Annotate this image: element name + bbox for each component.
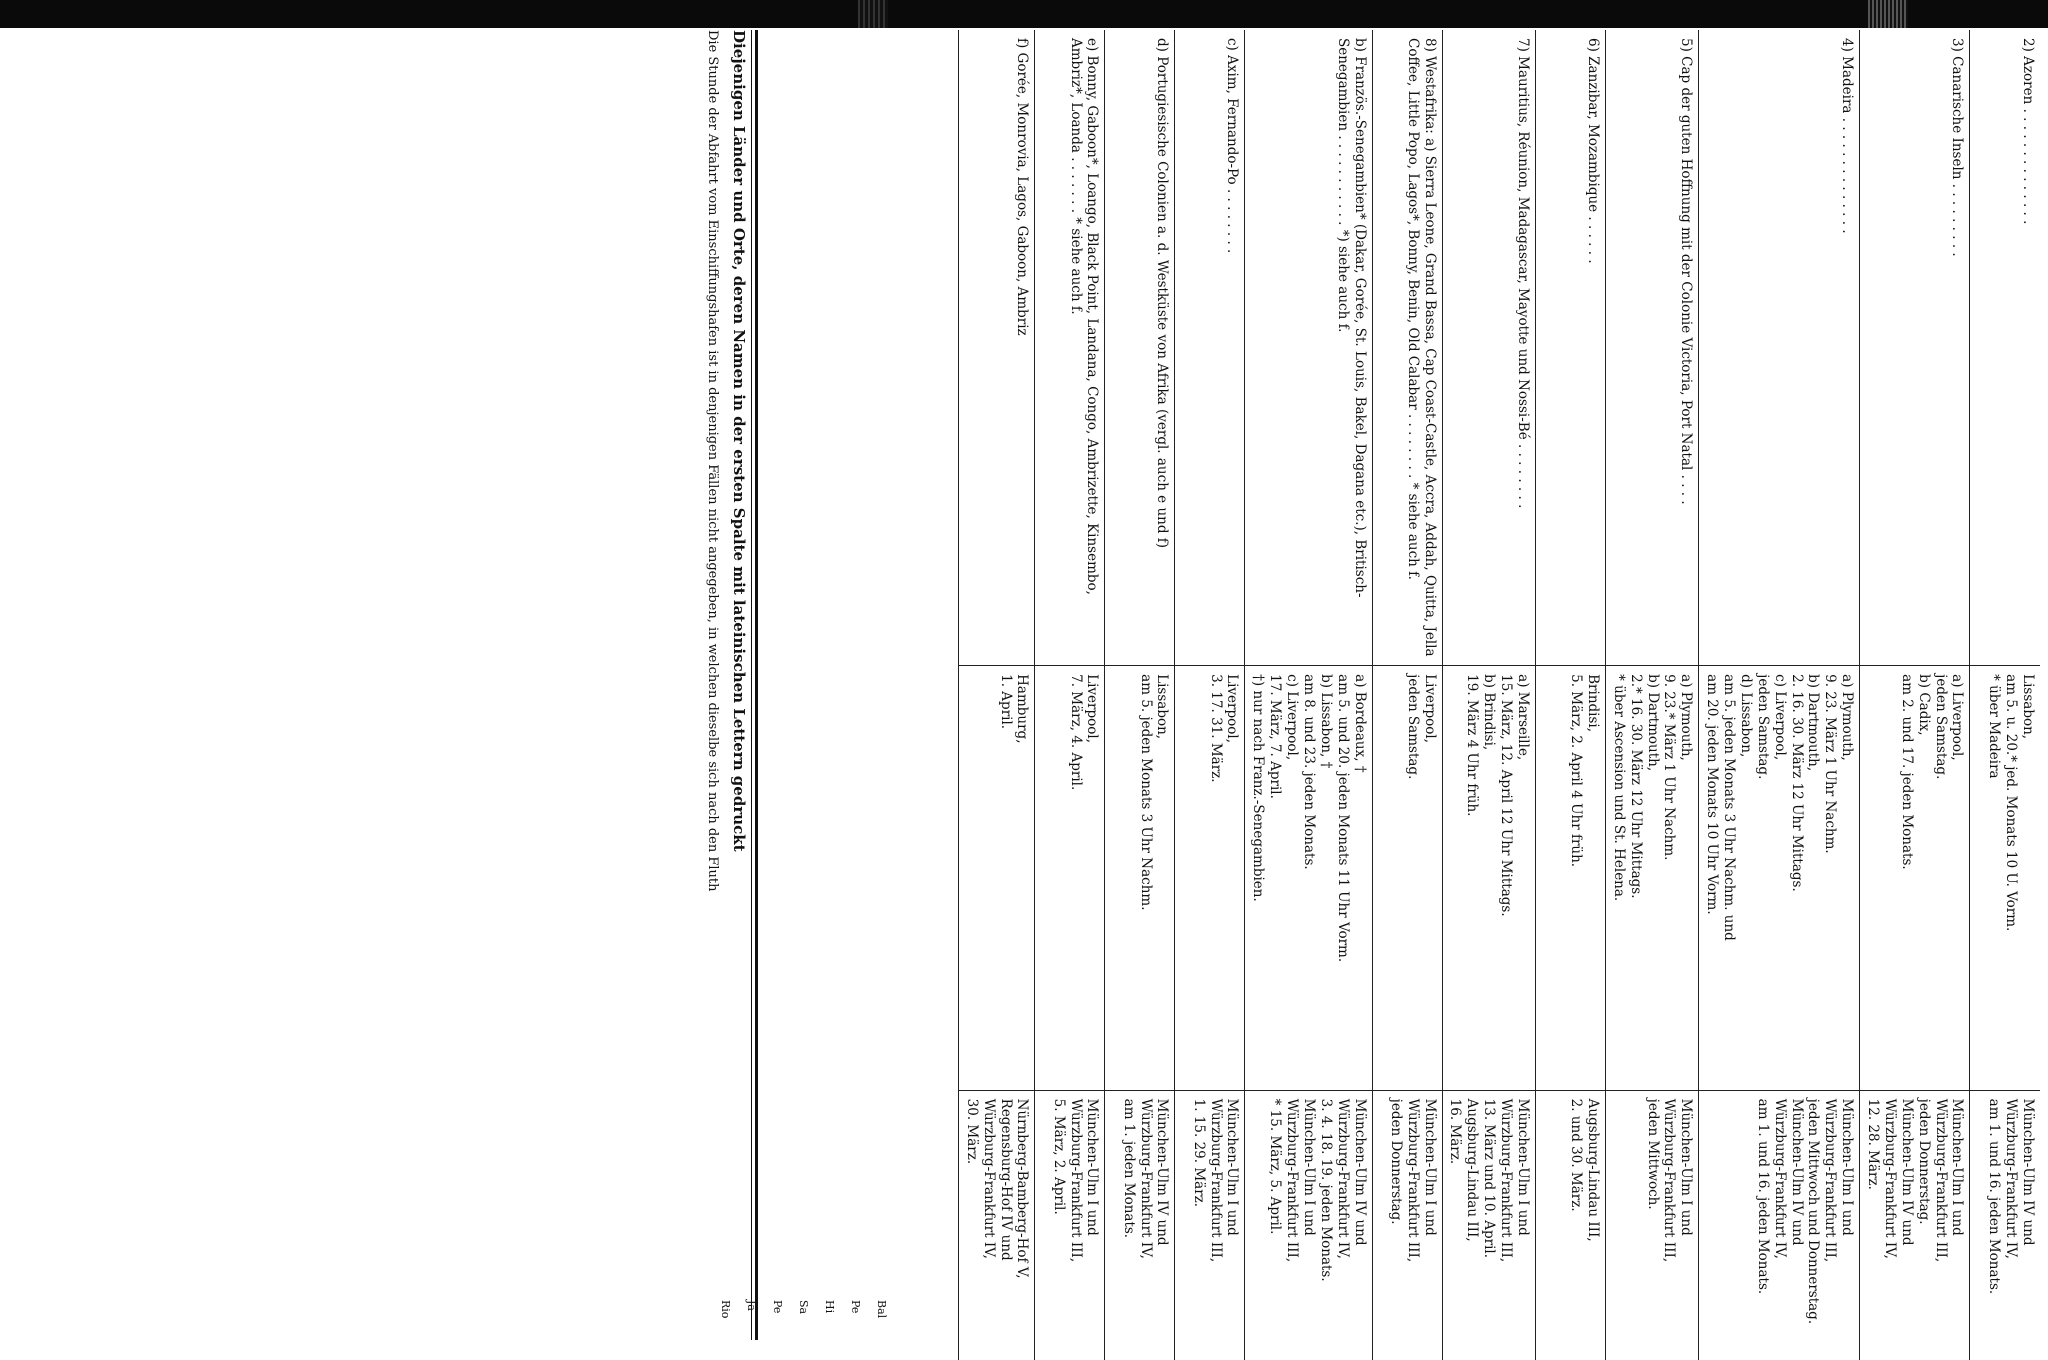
german-route-line: 5. März, 2. April. xyxy=(1050,1098,1067,1215)
route-line: am 5. jeden Monats 3 Uhr Nachm. xyxy=(1137,674,1154,911)
route-cell xyxy=(1970,666,2040,1091)
table-row xyxy=(1699,30,1860,1360)
german-route-cell xyxy=(959,1090,1036,1360)
german-route-line: Würzburg-Frankfurt III, xyxy=(1207,1098,1224,1263)
table-row xyxy=(1970,30,2040,1360)
route-line: am 5. jeden Monats 3 Uhr Nachm. und xyxy=(1721,674,1738,941)
german-route-line: Würzburg-Frankfurt IV, xyxy=(1771,1098,1788,1259)
route-line: Liverpool, xyxy=(1084,674,1101,743)
route-line: 1. April. xyxy=(997,674,1014,730)
table-row xyxy=(1442,30,1535,1360)
route-line: am 20. jeden Monats 10 Uhr Vorm. xyxy=(1704,674,1721,915)
route-line: b) Brindisi, xyxy=(1481,674,1498,751)
route-line: Hamburg, xyxy=(1014,674,1031,744)
route-line: * über Ascension und St. Helena. xyxy=(1610,674,1627,902)
german-route-cell xyxy=(1699,1090,1860,1360)
cutoff-fragment: Ja xyxy=(745,1300,758,1311)
route-line: 3. 17. 31. März. xyxy=(1207,674,1224,783)
german-route-cell xyxy=(1372,1090,1442,1360)
german-route-line: Würzburg-Frankfurt III, xyxy=(1404,1098,1421,1263)
german-route-line: München-Ulm I und xyxy=(1421,1098,1438,1236)
route-cell xyxy=(1105,666,1175,1091)
country-cell: 5) Cap der guten Hoffnung mit der Colonie Victoria, Port Natal . . . . xyxy=(1606,30,1699,666)
cutoff-fragment: Sa xyxy=(797,1300,810,1315)
route-line: Liverpool, xyxy=(1224,674,1241,743)
route-line: am 5. und 20. jeden Monats 11 Uhr Vorm. xyxy=(1334,674,1351,963)
route-cell xyxy=(1372,666,1442,1091)
german-route-line: 3. 4. 18. 19. jeden Monats. xyxy=(1317,1098,1334,1282)
german-route-line: München-Ulm I und xyxy=(1678,1098,1695,1236)
cutoff-fragment: Pe xyxy=(771,1300,784,1314)
german-route-line: Würzburg-Frankfurt III, xyxy=(1498,1098,1515,1263)
german-route-line: Würzburg-Frankfurt III, xyxy=(1822,1098,1839,1263)
german-route-line: München-Ulm IV und xyxy=(1898,1098,1915,1246)
german-route-line: 1. 15. 29. März. xyxy=(1190,1098,1207,1208)
german-route-line: München-Ulm I und xyxy=(1301,1098,1317,1236)
route-cell xyxy=(1536,666,1606,1091)
table-row xyxy=(1860,30,1970,1360)
country-cell: e) Bonny, Gaboon*, Loango, Black Point, Landana, Congo, Ambrizette, Kinsembo, Ambriz*, Loanda . . . . . . . * siehe auch f. xyxy=(1035,30,1105,666)
table-row xyxy=(1245,30,1372,1360)
german-route-cell xyxy=(1970,1090,2040,1360)
route-line: a) Plymouth, xyxy=(1678,674,1695,761)
route-line: b) Dartmouth, xyxy=(1644,674,1661,772)
german-route-line: 30. März. xyxy=(963,1098,980,1165)
german-route-line: Würzburg-Frankfurt III, xyxy=(1284,1098,1301,1263)
table-row xyxy=(1372,30,1442,1360)
german-route-line: Würzburg-Frankfurt IV, xyxy=(980,1098,997,1259)
country-cell: d) Portugiesische Colonien a. d. Westküste von Afrika (vergl. auch e und f) xyxy=(1105,30,1175,666)
route-cell xyxy=(1442,666,1535,1091)
german-route-line: Augsburg-Lindau III, xyxy=(1464,1098,1481,1242)
route-line: c) Liverpool, xyxy=(1284,674,1301,761)
german-route-line: Nürnberg-Bamberg-Hof V, xyxy=(1014,1098,1031,1279)
footnote-2: Die Stunde der Abfahrt vom Einschiffungshafen ist in denjenigen Fällen nicht angegeben, in welchen dieselbe sich nach den Fluth xyxy=(705,30,720,892)
german-route-line: München-Ulm IV und xyxy=(2020,1098,2036,1246)
german-route-line: jeden Donnerstag. xyxy=(1915,1098,1932,1225)
german-route-line: Würzburg-Frankfurt III, xyxy=(1661,1098,1678,1263)
german-route-line: Würzburg-Frankfurt III, xyxy=(1067,1098,1084,1263)
route-line: d) Lissabon, xyxy=(1738,674,1754,758)
route-cell xyxy=(959,666,1036,1091)
country-cell: b) Französ.-Senegambien* (Dakar, Gorée, St. Louis, Bakel, Dagana etc.), Britisch-Senegambien . . . . . . . . . . . *) siehe auch f. xyxy=(1245,30,1372,666)
route-line: †) nur nach Franz.-Senegambien. xyxy=(1250,674,1267,902)
german-route-cell xyxy=(1536,1090,1606,1360)
country-cell: 2) Azoren . . . . . . . . . . . . . . xyxy=(1970,30,2040,666)
route-line: jeden Samstag. xyxy=(1404,674,1421,780)
german-route-cell xyxy=(1035,1090,1105,1360)
german-route-line: München-Ulm I und xyxy=(1839,1098,1856,1236)
route-cell xyxy=(1245,666,1372,1091)
german-route-line: München-Ulm I und xyxy=(1949,1098,1966,1236)
german-route-line: Regensburg-Hof IV und xyxy=(997,1098,1014,1261)
german-route-line: jeden Donnerstag. xyxy=(1387,1098,1404,1225)
german-route-line: Würzburg-Frankfurt IV, xyxy=(2003,1098,2020,1259)
thick-rule xyxy=(755,30,758,1340)
route-line: a) Plymouth, xyxy=(1839,674,1856,761)
german-route-line: München-Ulm IV und xyxy=(1154,1098,1171,1246)
german-route-cell xyxy=(1606,1090,1699,1360)
german-route-line: München-Ulm IV und xyxy=(1351,1098,1368,1246)
german-route-line: 12. 28. März. xyxy=(1865,1098,1882,1190)
german-route-line: jeden Mittwoch und Donnerstag. xyxy=(1805,1098,1822,1325)
routes-table-body xyxy=(959,30,2041,1360)
cutoff-fragment: Hi xyxy=(823,1300,836,1314)
routes-table xyxy=(958,30,2040,1360)
route-line: 17. März, 7. April. xyxy=(1267,674,1284,799)
cutoff-fragment: Bal xyxy=(875,1300,888,1319)
german-route-line: am 1. und 16. jeden Monats. xyxy=(1754,1098,1771,1295)
german-route-line: Würzburg-Frankfurt IV, xyxy=(1334,1098,1351,1259)
german-route-line: am 1. jeden Monats. xyxy=(1120,1098,1137,1239)
german-route-line: Würzburg-Frankfurt IV, xyxy=(1882,1098,1898,1259)
german-route-line: München-Ulm IV und xyxy=(1788,1098,1805,1246)
german-route-line: München-Ulm I und xyxy=(1224,1098,1241,1236)
route-line: b) Cadix, xyxy=(1915,674,1932,736)
table-row xyxy=(1175,30,1245,1360)
table-row xyxy=(1035,30,1105,1360)
country-cell: f) Gorée, Monrovia, Lagos, Gaboon, Ambriz xyxy=(959,30,1036,666)
route-line: b) Lissabon, † xyxy=(1317,674,1334,769)
thin-rule xyxy=(751,30,752,1340)
german-route-line: Würzburg-Frankfurt IV, xyxy=(1137,1098,1154,1259)
route-line: 15. März, 12. April 12 Uhr Mittags. xyxy=(1498,674,1515,917)
route-line: a) Bordeaux, † xyxy=(1351,674,1368,773)
cutoff-fragment: Pe xyxy=(849,1300,862,1314)
route-line: b) Dartmouth, xyxy=(1805,674,1822,772)
german-route-line: jeden Mittwoch. xyxy=(1644,1098,1661,1210)
german-route-cell xyxy=(1175,1090,1245,1360)
german-route-line: * 15. März, 5. April. xyxy=(1267,1098,1284,1235)
table-row xyxy=(1536,30,1606,1360)
route-cell xyxy=(1035,666,1105,1091)
country-cell: 6) Zanzibar, Mozambique . . . . . . xyxy=(1536,30,1606,666)
german-route-line: München-Ulm I und xyxy=(1084,1098,1101,1236)
route-line: 2.* 16. 30. März 12 Uhr Mittags. xyxy=(1627,674,1644,899)
table-row xyxy=(1105,30,1175,1360)
route-line: am 5. u. 20.* jed. Monats 10 U. Vorm. xyxy=(2003,674,2020,932)
german-route-line: am 1. und 16. jeden Monats. xyxy=(1986,1098,2003,1295)
german-route-line: 13. März und 10. April. xyxy=(1481,1098,1498,1258)
route-line: 9. 23. März 1 Uhr Nachm. xyxy=(1822,674,1839,854)
table-row xyxy=(1606,30,1699,1360)
route-line: c) Liverpool, xyxy=(1771,674,1788,761)
route-cell xyxy=(1860,666,1970,1091)
route-line: Lissabon, xyxy=(2020,674,2036,740)
route-line: Brindisi, xyxy=(1585,674,1601,733)
german-route-cell xyxy=(1860,1090,1970,1360)
route-line: Liverpool, xyxy=(1421,674,1438,743)
route-line: jeden Samstag. xyxy=(1754,674,1771,780)
german-route-line: Würzburg-Frankfurt III, xyxy=(1932,1098,1949,1263)
route-line: a) Marseille, xyxy=(1515,674,1531,761)
route-line: 2. 16. 30. März 12 Uhr Mittags. xyxy=(1788,674,1805,892)
route-line: am 2. und 17. jeden Monats. xyxy=(1898,674,1915,870)
route-line: jeden Samstag. xyxy=(1932,674,1949,780)
german-route-line: München-Ulm I und xyxy=(1515,1098,1531,1236)
german-route-cell xyxy=(1442,1090,1535,1360)
route-line: 5. März, 2. April 4 Uhr früh. xyxy=(1568,674,1585,868)
route-line: am 8. und 23. jeden Monats. xyxy=(1301,674,1317,870)
german-route-line: Augsburg-Lindau III, xyxy=(1585,1098,1601,1242)
footnote: Diejenigen Länder und Orte, deren Namen in der ersten Spalte mit lateinischen Lettern gedruckt xyxy=(730,30,748,852)
german-route-line: 16. März. xyxy=(1447,1098,1464,1165)
country-cell: 3) Canarische Inseln . . . . . . . . . xyxy=(1860,30,1970,666)
german-route-line: 2. und 30. März. xyxy=(1568,1098,1585,1212)
route-cell xyxy=(1699,666,1860,1091)
cutoff-fragment: Rio xyxy=(719,1300,732,1319)
country-cell: 8) Westafrika: a) Sierra Leone, Grand Bassa, Cap Coast-Castle, Accra, Addah, Quitta, Jella Coffee, Little Popo, Lagos*, Bonny, Benin, Old Calabar . . . . . . . . * siehe auch f. xyxy=(1372,30,1442,666)
route-line: 7. März, 4. April. xyxy=(1067,674,1084,791)
country-cell: 4) Madeira . . . . . . . . . . . . . . xyxy=(1699,30,1860,666)
route-line: 19. März 4 Uhr früh. xyxy=(1464,674,1481,817)
german-route-cell xyxy=(1245,1090,1372,1360)
country-cell: c) Axim, Fernando-Po . . . . . . . . xyxy=(1175,30,1245,666)
route-line: Lissabon, xyxy=(1154,674,1171,740)
route-line: 9. 23.* März 1 Uhr Nachm. xyxy=(1661,674,1678,861)
route-cell xyxy=(1606,666,1699,1091)
country-cell: 7) Mauritius, Réunion, Madagascar, Mayotte und Nossi-Bé . . . . . . . . xyxy=(1442,30,1535,666)
route-line: a) Liverpool, xyxy=(1949,674,1966,761)
route-cell xyxy=(1175,666,1245,1091)
german-route-cell xyxy=(1105,1090,1175,1360)
route-line: * über Madeira xyxy=(1986,674,2003,779)
table-row xyxy=(959,30,1036,1360)
